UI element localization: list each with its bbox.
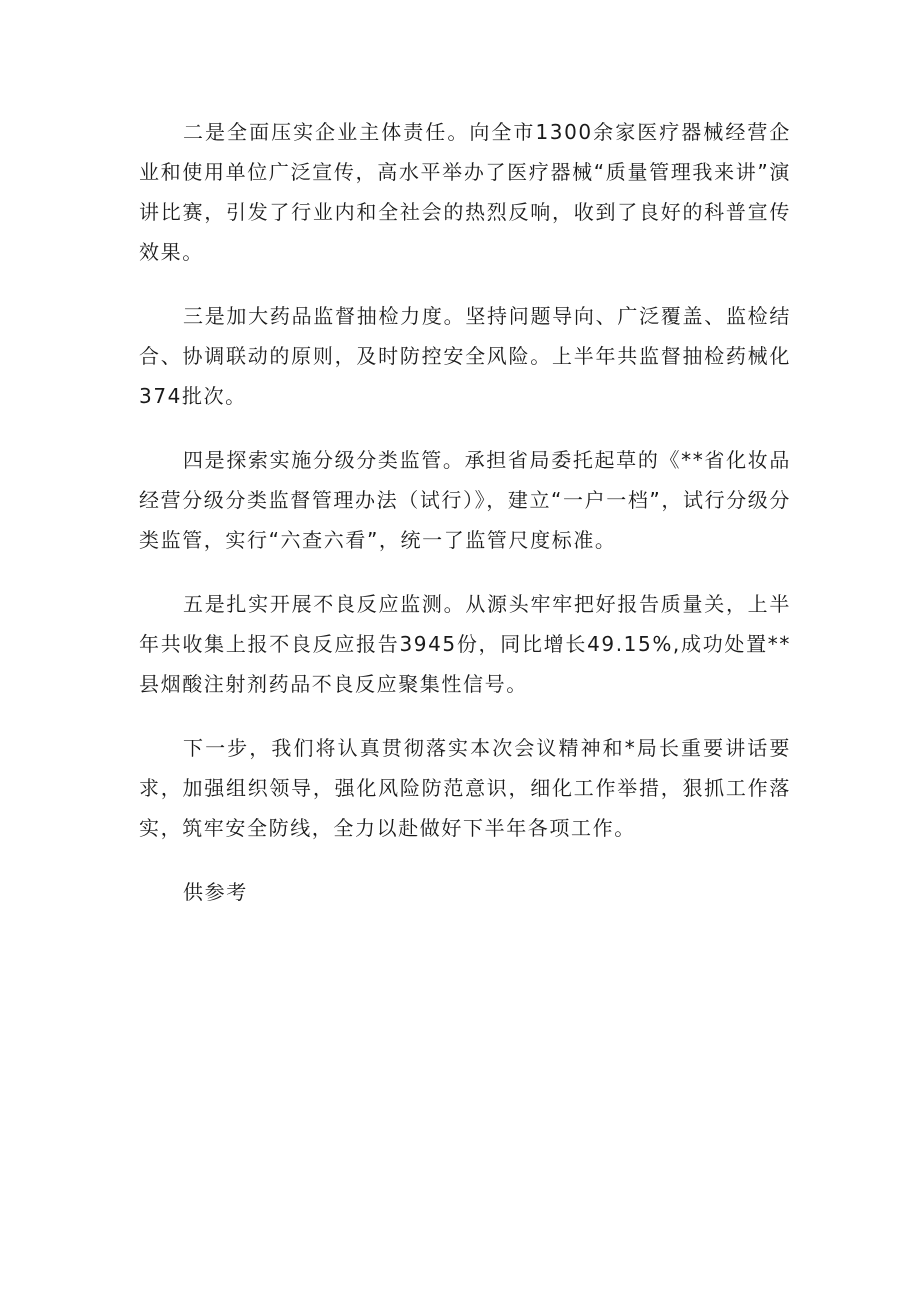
document-body (139, 112, 791, 912)
paragraph-enterprise-responsibility: 二是全面压实企业主体责任。向全市1300余家医疗器械经营企业和使用单位广泛宣传，高水平举办了医疗器械“质量管理我来讲”演讲比赛，引发了行业内和全社会的热烈反响，收到了良好的科普宣传效果。 (139, 120, 791, 264)
paragraph-drug-sampling: 三是加大药品监督抽检力度。坚持问题导向、广泛覆盖、监检结合、协调联动的原则，及时防控安全风险。上半年共监督抽检药械化374批次。 (139, 304, 791, 408)
closing-note: 供参考 (183, 880, 248, 904)
paragraph-graded-supervision: 四是探索实施分级分类监管。承担省局委托起草的《**省化妆品经营分级分类监督管理办法（试行）》，建立“一户一档”，试行分级分类监管，实行“六查六看”，统一了监管尺度标准。 (139, 448, 791, 552)
paragraph-next-steps: 下一步，我们将认真贯彻落实本次会议精神和*局长重要讲话要求，加强组织领导，强化风险防范意识，细化工作举措，狠抓工作落实，筑牢安全防线，全力以赴做好下半年各项工作。 (139, 736, 791, 840)
paragraph-adverse-reaction-monitoring: 五是扎实开展不良反应监测。从源头牢牢把好报告质量关，上半年共收集上报不良反应报告3945份，同比增长49.15%,成功处置**县烟酸注射剂药品不良反应聚集性信号。 (139, 592, 791, 696)
